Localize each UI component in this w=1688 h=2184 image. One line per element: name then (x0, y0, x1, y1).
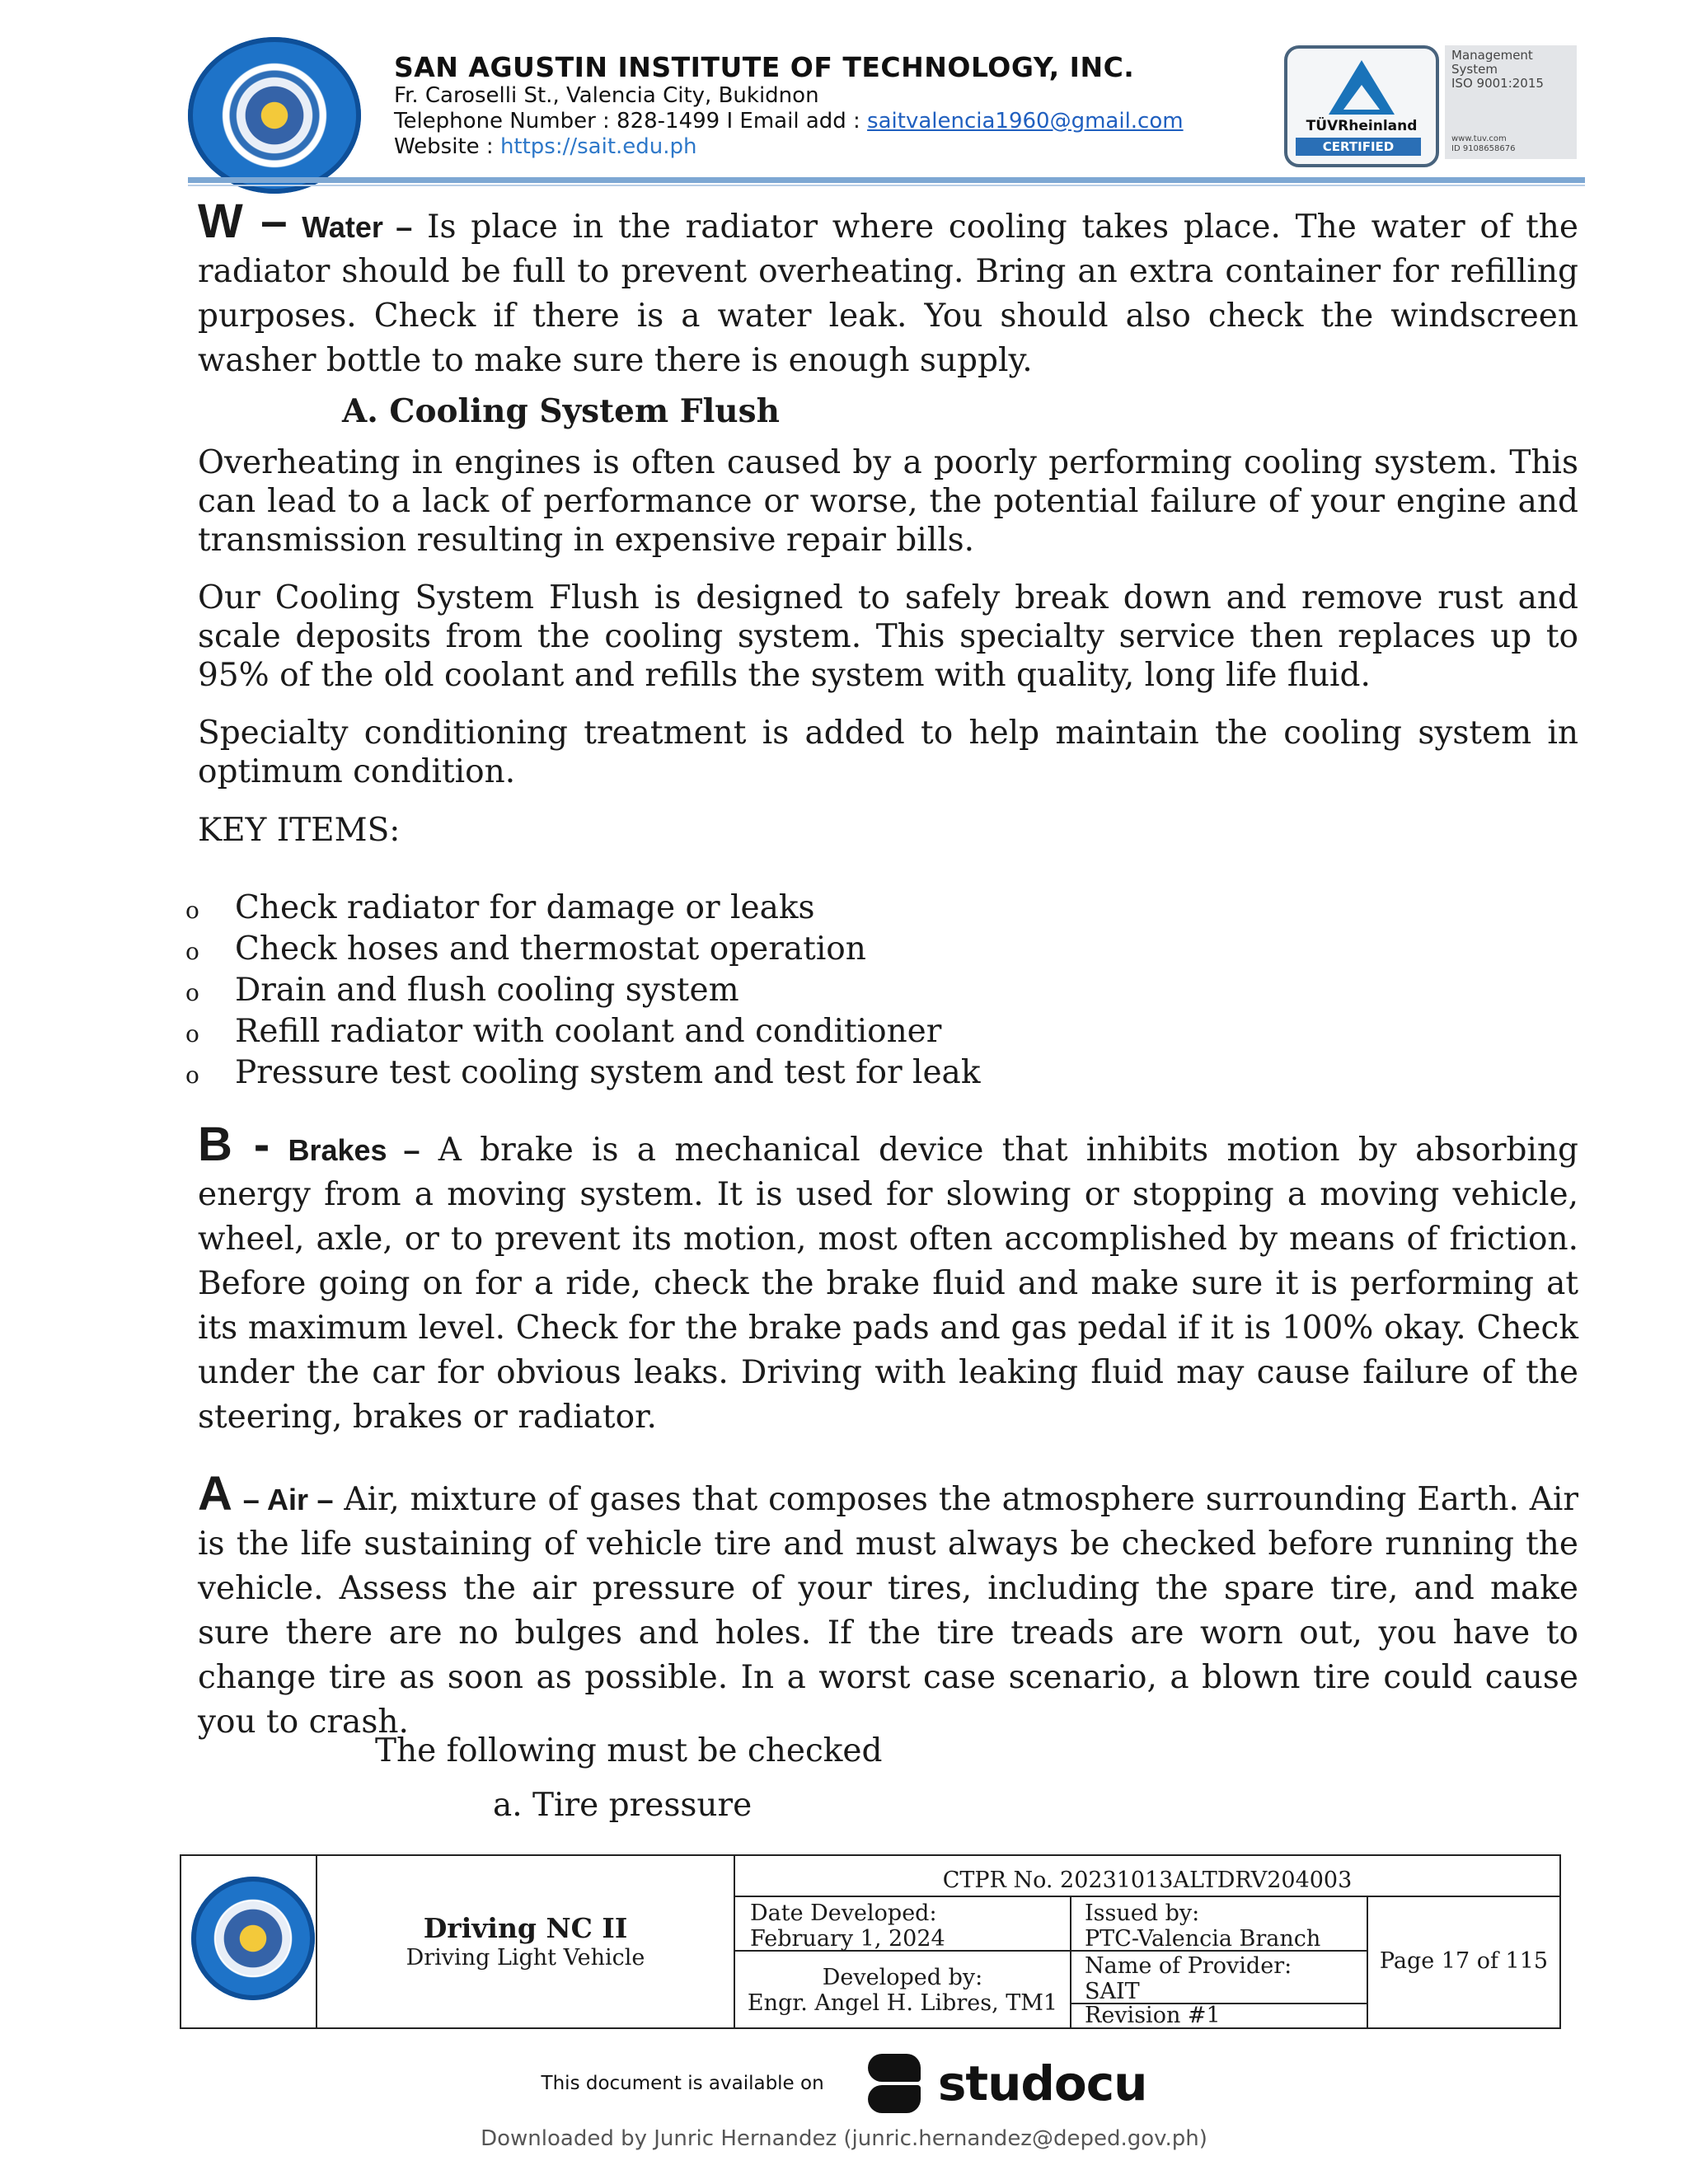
school-logo (188, 37, 361, 194)
organization-contact (394, 109, 1184, 134)
management-system-box (1445, 45, 1577, 159)
document-control-table (180, 1854, 1561, 2029)
water-term: Water – (302, 210, 413, 244)
organization-website (394, 134, 1184, 160)
header-divider-thin (188, 185, 1585, 186)
studocu-logo-icon[interactable] (861, 2050, 927, 2116)
telephone-text: Telephone Number : 828-1499 I Email add : (394, 109, 868, 134)
organization-info (394, 51, 1184, 160)
mgmt-id: ID 9108658676 (1451, 144, 1516, 153)
brakes-text: A brake is a mechanical device that inhibits motion by absorbing energy from a moving system. It is used for slowing or stopping a moving vehicle, wheel, axle, or to prevent its motion, most often accomplished by means of friction. Before going on for a ride, check the brake fluid and make sure it is performing at its maximum level. Check for the brake pads and gas pedal if it is 100% okay. Check under the car for obvious leaks. Driving with leaking fluid may cause failure of the steering, brakes or radiator. (198, 1132, 1578, 1436)
key-items-list (185, 888, 980, 1094)
list-item: o Refill radiator with coolant and conditioner (185, 1012, 980, 1053)
studocu-banner (0, 2050, 1688, 2116)
tuv-brand: TÜVRheinland (1306, 118, 1418, 134)
issued-by-label: Issued by: (1085, 1900, 1200, 1926)
list-item: o Check hoses and thermostat operation (185, 930, 980, 971)
air-term: – Air – (242, 1483, 334, 1516)
bullet-icon: o (185, 897, 199, 924)
cooling-paragraph-3: Specialty conditioning treatment is added to help maintain the cooling system in optimum condition. (198, 715, 1578, 790)
provider-value: SAIT (1085, 1979, 1140, 2004)
cooling-system-heading: A. Cooling System Flush (342, 392, 780, 430)
ctpr-number: CTPR No. 20231013ALTDRV204003 (735, 1856, 1559, 1897)
developed-by-cell (735, 1952, 1071, 2027)
date-developed-value: February 1, 2024 (750, 1926, 945, 1952)
website-link[interactable]: https://sait.edu.ph (499, 134, 697, 159)
page-number: Page 17 of 115 (1379, 1948, 1549, 1974)
bullet-icon: o (185, 938, 199, 965)
list-item: o Pressure test cooling system and test for leak (185, 1053, 980, 1094)
provider-cell (1071, 1952, 1368, 2004)
course-cell (317, 1856, 735, 2027)
list-item: o Check radiator for damage or leaks (185, 888, 980, 930)
organization-name: SAN AGUSTIN INSTITUTE OF TECHNOLOGY, INC. (394, 51, 1135, 83)
brakes-letter: B - (198, 1118, 270, 1171)
mgmt-line3: ISO 9001:2015 (1451, 76, 1544, 91)
available-on-text: This document is available on (541, 2073, 824, 2094)
bullet-icon: o (185, 1062, 199, 1089)
date-developed-cell (735, 1897, 1071, 1952)
studocu-wordmark[interactable]: studocu (937, 2055, 1147, 2111)
issued-by-cell (1071, 1897, 1368, 1952)
air-text: Air, mixture of gases that composes the atmosphere surrounding Earth. Air is the life sustaining of vehicle tire and must always be checked before running the vehicle. Assess the air pressure of your tires, including the spare tire, and make sure there are no bulges and holes. If the tire treads are worn out, you have to change tire as soon as possible. In a worst case scenario, a blown tire could cause you to crash. (198, 1481, 1578, 1741)
email-link[interactable]: saitvalencia1960@gmail.com (867, 109, 1184, 134)
footer-school-logo (191, 1877, 315, 2000)
air-letter: A (198, 1467, 232, 1521)
bullet-icon: o (185, 979, 199, 1006)
date-developed-label: Date Developed: (750, 1900, 937, 1926)
following-checked-label: The following must be checked (375, 1732, 883, 1769)
developed-by-value: Engr. Angel H. Libres, TM1 (747, 1990, 1058, 2016)
course-title: Driving NC II (423, 1912, 628, 1944)
brakes-term: Brakes – (288, 1133, 420, 1167)
mgmt-line1: Management (1451, 48, 1533, 63)
mgmt-line2: System (1451, 62, 1498, 77)
brakes-section (198, 1118, 1578, 1440)
provider-label: Name of Provider: (1085, 1953, 1292, 1979)
developed-by-label: Developed by: (822, 1965, 983, 1990)
mgmt-website: www.tuv.com (1451, 134, 1507, 143)
air-section (198, 1467, 1578, 1745)
tuv-certified-badge (1284, 45, 1439, 167)
revision-number: Revision #1 (1071, 2004, 1368, 2027)
cooling-paragraph-2: Our Cooling System Flush is designed to safely break down and remove rust and scale deposits from the cooling system. This specialty service then replaces up to 95% of the old coolant and refills the system with quality, long life fluid. (198, 579, 1578, 694)
website-label: Website : (394, 134, 500, 159)
organization-address: Fr. Caroselli St., Valencia City, Bukidnon (394, 83, 819, 108)
footer-logo-cell (181, 1856, 317, 2027)
water-letter: W – (198, 194, 288, 248)
cooling-paragraph-1: Overheating in engines is often caused by a poorly performing cooling system. This can lead to a lack of performance or worse, the potential failure of your engine and transmission resulting in expensive repair bills. (198, 444, 1578, 559)
water-text: Is place in the radiator where cooling takes place. The water of the radiator should be full to prevent overheating. Bring an extra container for refilling purposes. Check if there is a water leak. You should also check the windscreen washer bottle to make sure there is enough supply. (198, 209, 1578, 379)
bullet-icon: o (185, 1020, 199, 1047)
course-subtitle: Driving Light Vehicle (406, 1945, 645, 1971)
tire-pressure-item: a. Tire pressure (493, 1787, 753, 1824)
issued-by-value: PTC-Valencia Branch (1085, 1926, 1321, 1952)
key-items-label: KEY ITEMS: (198, 812, 401, 849)
school-logo-emblem (237, 78, 312, 152)
page-header (188, 33, 1589, 185)
downloaded-by-text: Downloaded by Junric Hernandez (junric.hernandez@deped.gov.ph) (481, 2126, 1207, 2151)
list-item: o Drain and flush cooling system (185, 971, 980, 1012)
water-section (198, 194, 1578, 383)
header-divider (188, 177, 1585, 183)
certified-label: CERTIFIED (1296, 138, 1421, 156)
